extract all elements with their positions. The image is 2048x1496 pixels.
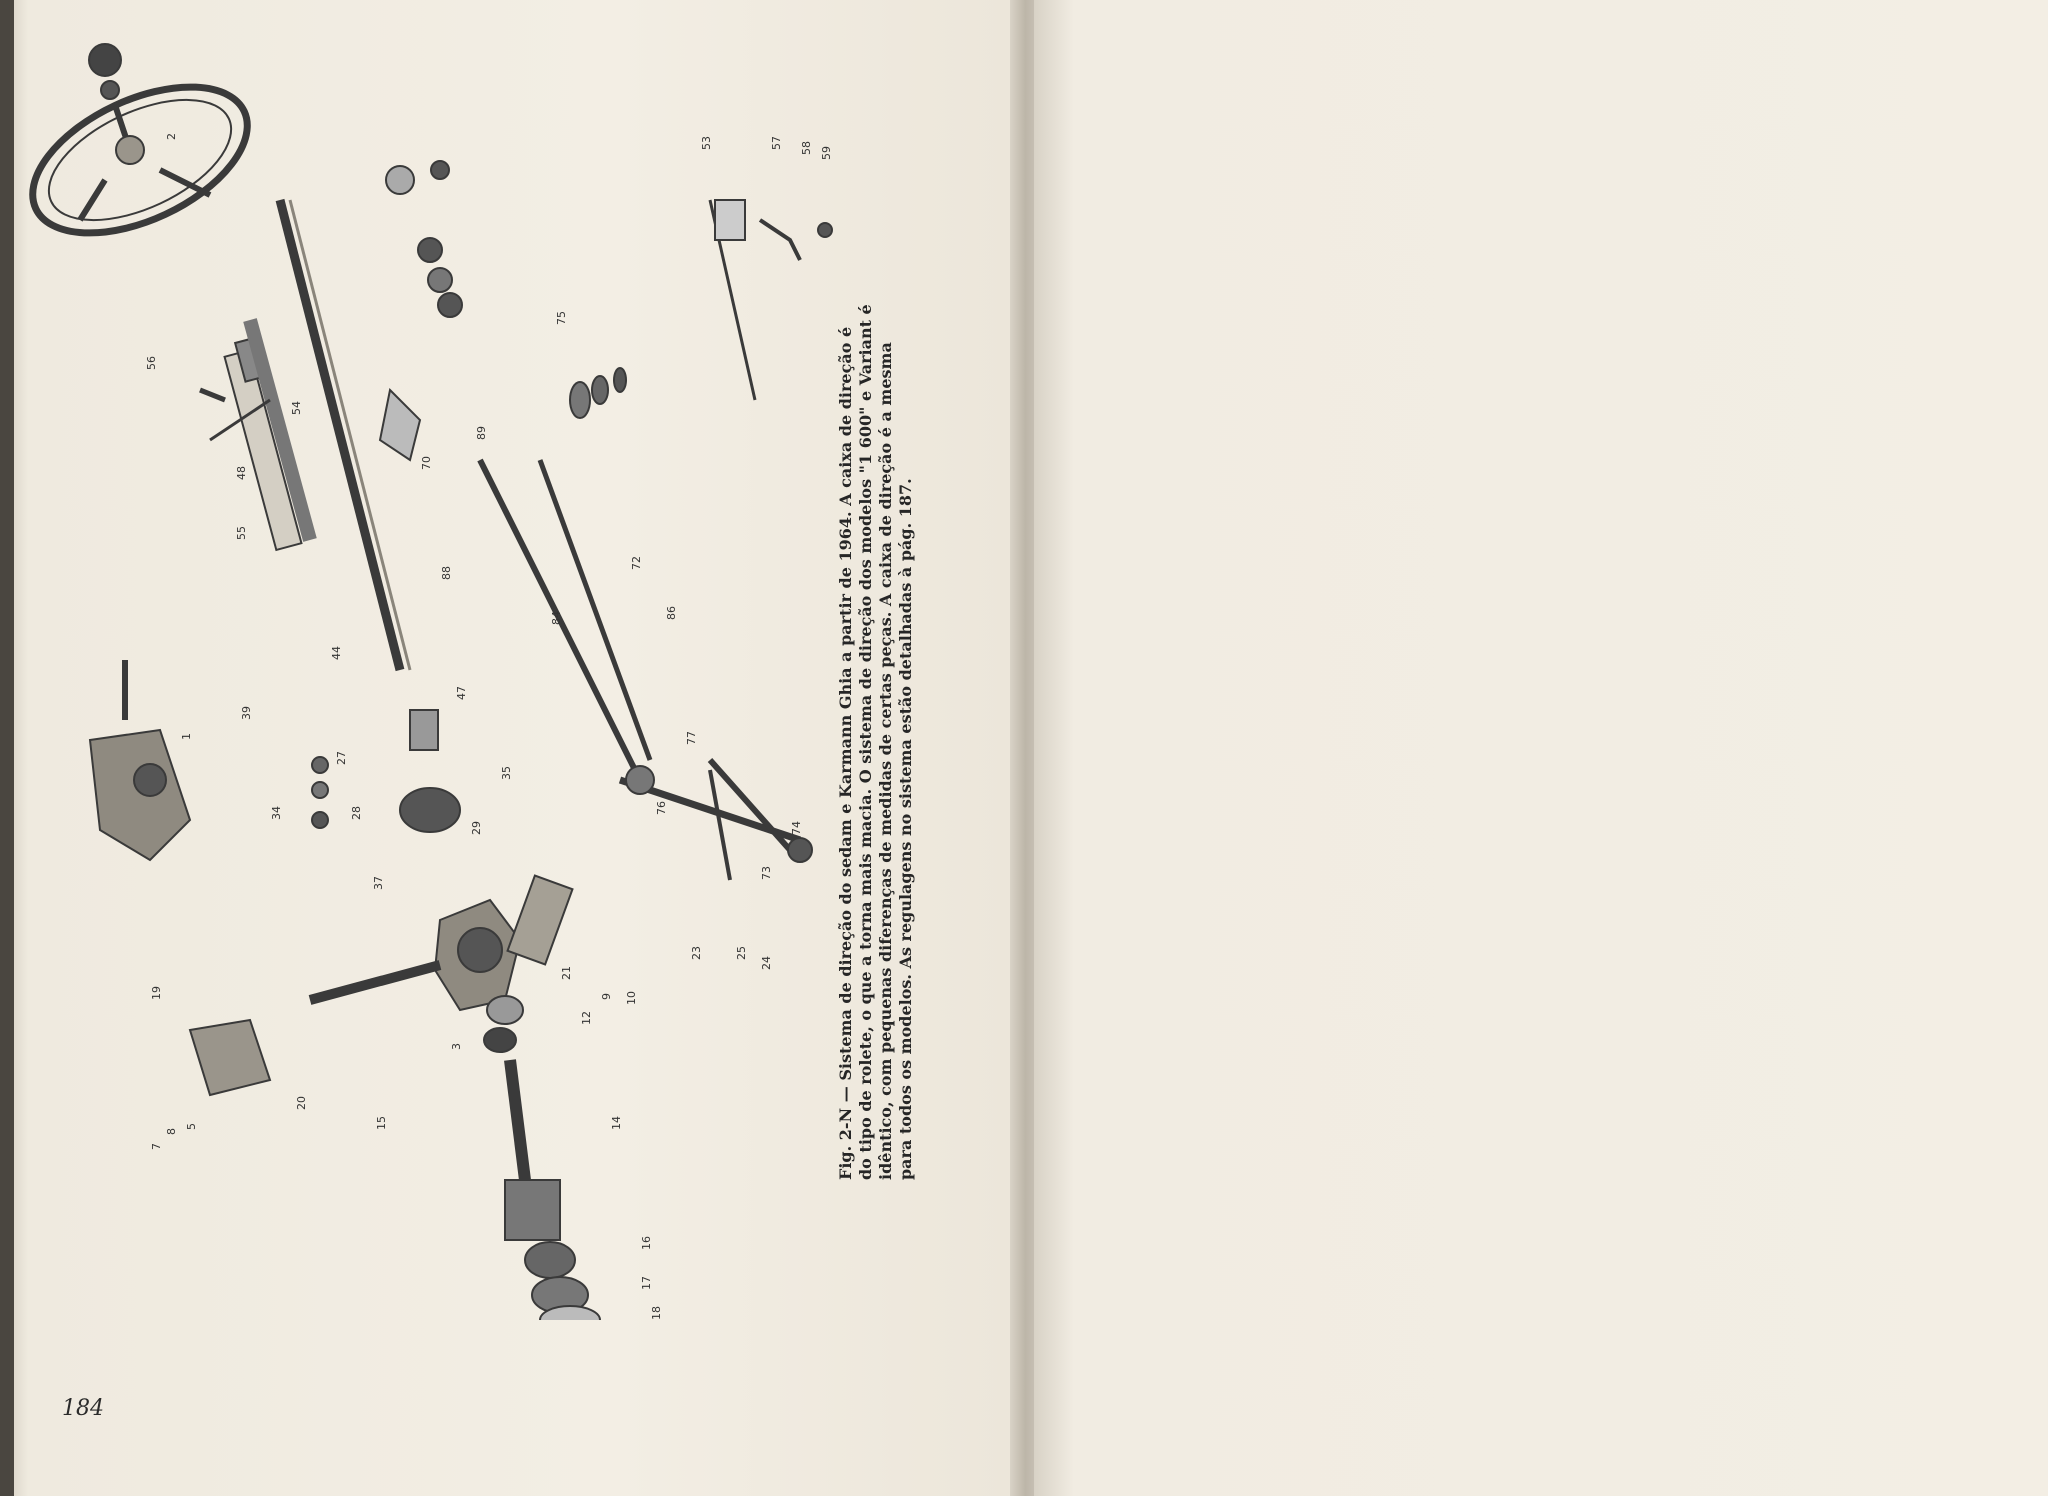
figure-caption <box>836 300 916 1180</box>
callout: 7 <box>150 1143 163 1150</box>
callout: 29 <box>470 821 483 835</box>
callout: 77 <box>685 731 698 745</box>
callout: 35 <box>500 766 513 780</box>
flex-coupling-drawing <box>312 710 460 832</box>
worm-shaft-drawing <box>484 996 600 1320</box>
callout: 27 <box>335 751 348 765</box>
callout: 19 <box>150 986 163 1000</box>
callout: 84 <box>550 611 563 625</box>
callout: 53 <box>700 136 713 150</box>
callout: 34 <box>270 806 283 820</box>
left-page <box>0 0 1020 1496</box>
callout: 44 <box>330 646 343 660</box>
callout: 25 <box>735 946 748 960</box>
callout: 28 <box>350 806 363 820</box>
right-page <box>1034 0 2048 1496</box>
callout: 3 <box>450 1043 463 1050</box>
callout: 23 <box>690 946 703 960</box>
gear-housing-drawing <box>90 660 190 860</box>
callout: 86 <box>665 606 678 620</box>
callout: 8 <box>165 1128 178 1135</box>
callout: 15 <box>375 1116 388 1130</box>
callout: 24 <box>760 956 773 970</box>
callout: 1 <box>180 733 193 740</box>
callout: 58 <box>800 141 813 155</box>
callout: 89 <box>475 426 488 440</box>
callout: 12 <box>580 1011 593 1025</box>
caption-text: — Sistema de direção do sedam e Karmann Ghia a partir de 1964. A caixa de direção é do tipo de rolete, o que a torna mais macia. O sistema de direção dos modelos "1 600" e Variant é idêntico, com pequenas diferenças de medidas de certas peças. A caixa de direção é a mesma para todos os modelos. As regulagens no sistema estão detalhadas à pág. 187. <box>836 304 915 1180</box>
tie-rods-drawing <box>480 460 812 880</box>
callout: 39 <box>240 706 253 720</box>
callout: 37 <box>372 876 385 890</box>
callout: 57 <box>770 136 783 150</box>
callout: 70 <box>420 456 433 470</box>
page-number-left: 184 <box>62 1396 104 1421</box>
callout: 76 <box>655 801 668 815</box>
callout: 55 <box>235 526 248 540</box>
callout: 10 <box>625 991 638 1005</box>
callout: 17 <box>640 1276 653 1290</box>
callout: 20 <box>295 1096 308 1110</box>
callout: 75 <box>555 311 568 325</box>
callout: 73 <box>760 866 773 880</box>
callout: 18 <box>650 1306 663 1320</box>
damper-bracket-drawing <box>380 161 832 460</box>
callout: 5 <box>185 1123 198 1130</box>
callout: 59 <box>820 146 833 160</box>
callout: 74 <box>790 821 803 835</box>
callout: 72 <box>630 556 643 570</box>
callout: 47 <box>455 686 468 700</box>
caption-label: Fig. 2-N <box>836 1107 855 1180</box>
callout: 21 <box>560 966 573 980</box>
callout: 48 <box>235 466 248 480</box>
callout: 9 <box>600 993 613 1000</box>
callout: 14 <box>610 1116 623 1130</box>
figure-callouts <box>145 133 833 1320</box>
callout: 88 <box>440 566 453 580</box>
callout: 56 <box>145 356 158 370</box>
callout: 54 <box>290 401 303 415</box>
callout: 2 <box>165 133 178 140</box>
callout: 16 <box>640 1236 653 1250</box>
steering-wheel-drawing <box>10 44 269 263</box>
